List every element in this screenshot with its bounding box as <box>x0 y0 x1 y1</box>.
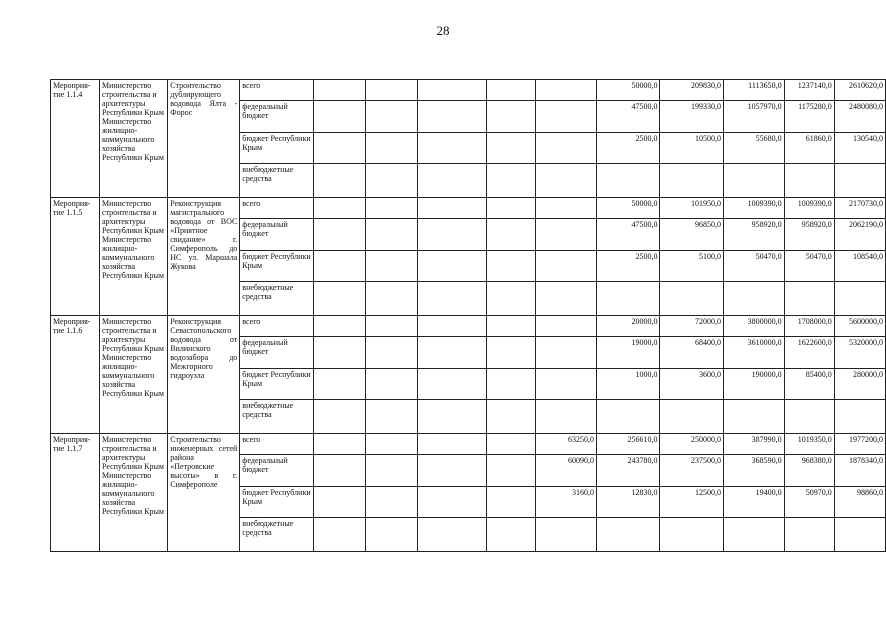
amount-cell <box>314 434 366 455</box>
funding-category: внебюджетные средства <box>240 400 314 434</box>
amount-cell <box>417 337 486 369</box>
amount-cell: 72000,0 <box>660 316 724 337</box>
amount-cell: 2500,0 <box>596 133 660 164</box>
amount-cell <box>535 369 596 400</box>
amount-cell: 47500,0 <box>596 219 660 251</box>
amount-cell <box>535 133 596 164</box>
amount-cell <box>366 316 418 337</box>
amount-cell: 68400,0 <box>660 337 724 369</box>
responsible-organization: Министерство строительства и архитектуры Республики Крым Министерство жилищно-коммунального хозяйства Республики Крым <box>99 316 167 434</box>
amount-cell: 55680,0 <box>723 133 784 164</box>
amount-cell <box>366 198 418 219</box>
amount-cell <box>417 369 486 400</box>
measure-id: Мероприя-тие 1.1.7 <box>51 434 100 552</box>
amount-cell <box>314 282 366 316</box>
amount-cell: 20000,0 <box>596 316 660 337</box>
amount-cell: 85400,0 <box>784 369 834 400</box>
amount-cell <box>366 80 418 101</box>
amount-cell <box>784 518 834 552</box>
amount-cell <box>486 337 535 369</box>
amount-cell: 250000,0 <box>660 434 724 455</box>
table-row <box>51 434 886 455</box>
funding-category: бюджет Республики Крым <box>240 251 314 282</box>
amount-cell <box>417 282 486 316</box>
amount-cell: 108540,0 <box>834 251 885 282</box>
amount-cell <box>417 487 486 518</box>
amount-cell <box>723 400 784 434</box>
amount-cell <box>417 434 486 455</box>
amount-cell: 3600,0 <box>660 369 724 400</box>
amount-cell <box>486 101 535 133</box>
amount-cell: 12500,0 <box>660 487 724 518</box>
amount-cell <box>366 369 418 400</box>
amount-cell <box>366 251 418 282</box>
budget-table <box>50 79 886 552</box>
amount-cell <box>486 369 535 400</box>
measure-description: Строительство инженерных сетей района «Петровские высоты» в г. Симферополе <box>168 434 240 552</box>
amount-cell: 50470,0 <box>784 251 834 282</box>
amount-cell <box>417 518 486 552</box>
funding-category: всего <box>240 434 314 455</box>
amount-cell <box>723 164 784 198</box>
amount-cell <box>366 101 418 133</box>
amount-cell: 958920,0 <box>784 219 834 251</box>
amount-cell <box>417 133 486 164</box>
amount-cell: 280000,0 <box>834 369 885 400</box>
amount-cell <box>535 337 596 369</box>
funding-category: бюджет Республики Крым <box>240 133 314 164</box>
amount-cell <box>596 282 660 316</box>
amount-cell <box>784 282 834 316</box>
amount-cell <box>834 282 885 316</box>
amount-cell <box>366 400 418 434</box>
table-row <box>51 316 886 337</box>
amount-cell <box>596 164 660 198</box>
amount-cell <box>660 518 724 552</box>
amount-cell: 2170730,0 <box>834 198 885 219</box>
funding-category: всего <box>240 198 314 219</box>
amount-cell: 50000,0 <box>596 80 660 101</box>
funding-category: всего <box>240 316 314 337</box>
amount-cell: 2062190,0 <box>834 219 885 251</box>
amount-cell: 237500,0 <box>660 455 724 487</box>
funding-category: внебюджетные средства <box>240 164 314 198</box>
amount-cell: 5320000,0 <box>834 337 885 369</box>
amount-cell <box>535 164 596 198</box>
amount-cell <box>723 518 784 552</box>
amount-cell <box>535 518 596 552</box>
amount-cell <box>314 133 366 164</box>
amount-cell: 1000,0 <box>596 369 660 400</box>
amount-cell <box>535 400 596 434</box>
amount-cell <box>417 219 486 251</box>
funding-category: внебюджетные средства <box>240 518 314 552</box>
amount-cell <box>486 400 535 434</box>
amount-cell <box>784 400 834 434</box>
measure-description: Реконструкция Севастопольского водовода от Вилинского водозабора до Межгорного гидроузла <box>168 316 240 434</box>
amount-cell <box>723 282 784 316</box>
funding-category: бюджет Республики Крым <box>240 369 314 400</box>
amount-cell: 1057970,0 <box>723 101 784 133</box>
amount-cell <box>314 518 366 552</box>
amount-cell <box>314 164 366 198</box>
amount-cell <box>314 337 366 369</box>
amount-cell <box>314 251 366 282</box>
measure-id: Мероприя-тие 1.1.6 <box>51 316 100 434</box>
amount-cell <box>314 369 366 400</box>
amount-cell: 101950,0 <box>660 198 724 219</box>
amount-cell <box>314 487 366 518</box>
amount-cell: 19000,0 <box>596 337 660 369</box>
amount-cell <box>366 164 418 198</box>
amount-cell: 2500,0 <box>596 251 660 282</box>
amount-cell <box>596 518 660 552</box>
amount-cell <box>366 487 418 518</box>
measure-id: Мероприя-тие 1.1.4 <box>51 80 100 198</box>
amount-cell: 1113650,0 <box>723 80 784 101</box>
amount-cell <box>314 198 366 219</box>
amount-cell <box>596 400 660 434</box>
budget-body <box>51 80 886 552</box>
amount-cell: 3160,0 <box>535 487 596 518</box>
amount-cell: 63250,0 <box>535 434 596 455</box>
amount-cell <box>366 434 418 455</box>
funding-category: всего <box>240 80 314 101</box>
amount-cell <box>486 434 535 455</box>
amount-cell: 243780,0 <box>596 455 660 487</box>
amount-cell: 2480080,0 <box>834 101 885 133</box>
amount-cell <box>366 337 418 369</box>
amount-cell <box>314 80 366 101</box>
responsible-organization: Министерство строительства и архитектуры Республики Крым Министерство жилищно-коммунального хозяйства Республики Крым <box>99 434 167 552</box>
amount-cell: 5100,0 <box>660 251 724 282</box>
funding-category: федеральный бюджет <box>240 337 314 369</box>
amount-cell <box>535 198 596 219</box>
amount-cell <box>417 164 486 198</box>
amount-cell <box>535 219 596 251</box>
amount-cell: 209830,0 <box>660 80 724 101</box>
amount-cell: 3610000,0 <box>723 337 784 369</box>
amount-cell <box>834 518 885 552</box>
amount-cell <box>417 251 486 282</box>
amount-cell: 12830,0 <box>596 487 660 518</box>
amount-cell <box>486 518 535 552</box>
amount-cell <box>486 198 535 219</box>
amount-cell: 50000,0 <box>596 198 660 219</box>
amount-cell <box>314 219 366 251</box>
funding-category: федеральный бюджет <box>240 455 314 487</box>
table-row <box>51 80 886 101</box>
amount-cell <box>417 400 486 434</box>
amount-cell: 199330,0 <box>660 101 724 133</box>
amount-cell <box>366 133 418 164</box>
amount-cell <box>535 282 596 316</box>
amount-cell <box>366 455 418 487</box>
amount-cell: 1622600,0 <box>784 337 834 369</box>
amount-cell: 47500,0 <box>596 101 660 133</box>
amount-cell <box>486 164 535 198</box>
amount-cell <box>314 101 366 133</box>
amount-cell <box>417 455 486 487</box>
amount-cell: 190000,0 <box>723 369 784 400</box>
amount-cell <box>314 400 366 434</box>
amount-cell <box>417 80 486 101</box>
amount-cell: 98860,0 <box>834 487 885 518</box>
responsible-organization: Министерство строительства и архитектуры Республики Крым Министерство жилищно-коммунального хозяйства Республики Крым <box>99 80 167 198</box>
amount-cell <box>314 316 366 337</box>
amount-cell: 61860,0 <box>784 133 834 164</box>
amount-cell: 1175280,0 <box>784 101 834 133</box>
amount-cell <box>535 80 596 101</box>
amount-cell: 1708000,0 <box>784 316 834 337</box>
amount-cell <box>417 316 486 337</box>
measure-id: Мероприя-тие 1.1.5 <box>51 198 100 316</box>
amount-cell: 60090,0 <box>535 455 596 487</box>
amount-cell <box>486 251 535 282</box>
amount-cell <box>417 101 486 133</box>
amount-cell <box>486 219 535 251</box>
measure-description: Реконструкция магистрального водовода от ВОС «Приятное свидание» г. Симферополь до НС ул. Маршала Жукова <box>168 198 240 316</box>
amount-cell: 1878340,0 <box>834 455 885 487</box>
amount-cell <box>486 316 535 337</box>
amount-cell <box>660 164 724 198</box>
amount-cell <box>486 80 535 101</box>
amount-cell: 96850,0 <box>660 219 724 251</box>
amount-cell: 1237140,0 <box>784 80 834 101</box>
funding-category: бюджет Республики Крым <box>240 487 314 518</box>
amount-cell <box>314 455 366 487</box>
amount-cell <box>660 400 724 434</box>
amount-cell: 50970,0 <box>784 487 834 518</box>
amount-cell: 130540,0 <box>834 133 885 164</box>
funding-category: внебюджетные средства <box>240 282 314 316</box>
amount-cell: 968380,0 <box>784 455 834 487</box>
amount-cell: 1977200,0 <box>834 434 885 455</box>
amount-cell <box>660 282 724 316</box>
amount-cell: 2610620,0 <box>834 80 885 101</box>
amount-cell: 958920,0 <box>723 219 784 251</box>
amount-cell <box>834 164 885 198</box>
amount-cell: 3800000,0 <box>723 316 784 337</box>
amount-cell: 256610,0 <box>596 434 660 455</box>
amount-cell <box>366 219 418 251</box>
amount-cell: 1009390,0 <box>723 198 784 219</box>
amount-cell <box>834 400 885 434</box>
amount-cell <box>366 518 418 552</box>
amount-cell <box>486 133 535 164</box>
amount-cell: 10500,0 <box>660 133 724 164</box>
amount-cell <box>486 487 535 518</box>
measure-description: Строительство дублирующего водовода Ялта - Форос <box>168 80 240 198</box>
amount-cell <box>535 101 596 133</box>
amount-cell: 50470,0 <box>723 251 784 282</box>
amount-cell: 1019350,0 <box>784 434 834 455</box>
amount-cell: 19400,0 <box>723 487 784 518</box>
table-row <box>51 198 886 219</box>
amount-cell: 5600000,0 <box>834 316 885 337</box>
page-number: 28 <box>436 23 450 38</box>
amount-cell <box>417 198 486 219</box>
funding-category: федеральный бюджет <box>240 219 314 251</box>
amount-cell <box>366 282 418 316</box>
amount-cell <box>535 251 596 282</box>
funding-category: федеральный бюджет <box>240 101 314 133</box>
amount-cell: 1009390,0 <box>784 198 834 219</box>
amount-cell <box>486 455 535 487</box>
amount-cell <box>535 316 596 337</box>
responsible-organization: Министерство строительства и архитектуры Республики Крым Министерство жилищно-коммунального хозяйства Республики Крым <box>99 198 167 316</box>
amount-cell: 368590,0 <box>723 455 784 487</box>
amount-cell: 387990,0 <box>723 434 784 455</box>
amount-cell <box>486 282 535 316</box>
amount-cell <box>784 164 834 198</box>
